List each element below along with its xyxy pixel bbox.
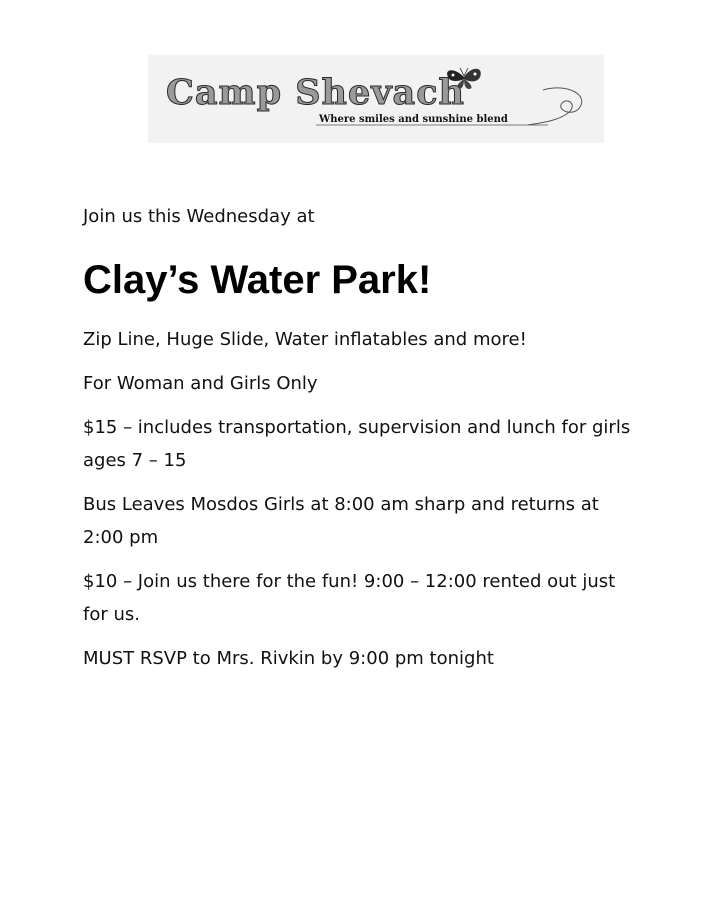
camp-tagline: Where smiles and sunshine blend: [319, 114, 508, 125]
camp-name: Camp Shevach: [166, 72, 465, 113]
audience-text: For Woman and Girls Only: [83, 373, 318, 394]
flyer-body: [83, 205, 643, 686]
intro-text: Join us this Wednesday at: [83, 206, 315, 227]
activities-text: Zip Line, Huge Slide, Water inflatables and more!: [83, 329, 527, 350]
rsvp-text: MUST RSVP to Mrs. Rivkin by 9:00 pm tonight: [83, 648, 494, 669]
camp-logo-banner: [148, 55, 604, 143]
price-transport-text: $15 – includes transportation, supervision and lunch for girls ages 7 – 15: [83, 417, 631, 471]
price-onsite-text: $10 – Join us there for the fun! 9:00 – 12:00 rented out just for us.: [83, 571, 616, 625]
bus-schedule-text: Bus Leaves Mosdos Girls at 8:00 am sharp and returns at 2:00 pm: [83, 494, 599, 548]
event-headline: Clay’s Water Park!: [83, 258, 432, 302]
